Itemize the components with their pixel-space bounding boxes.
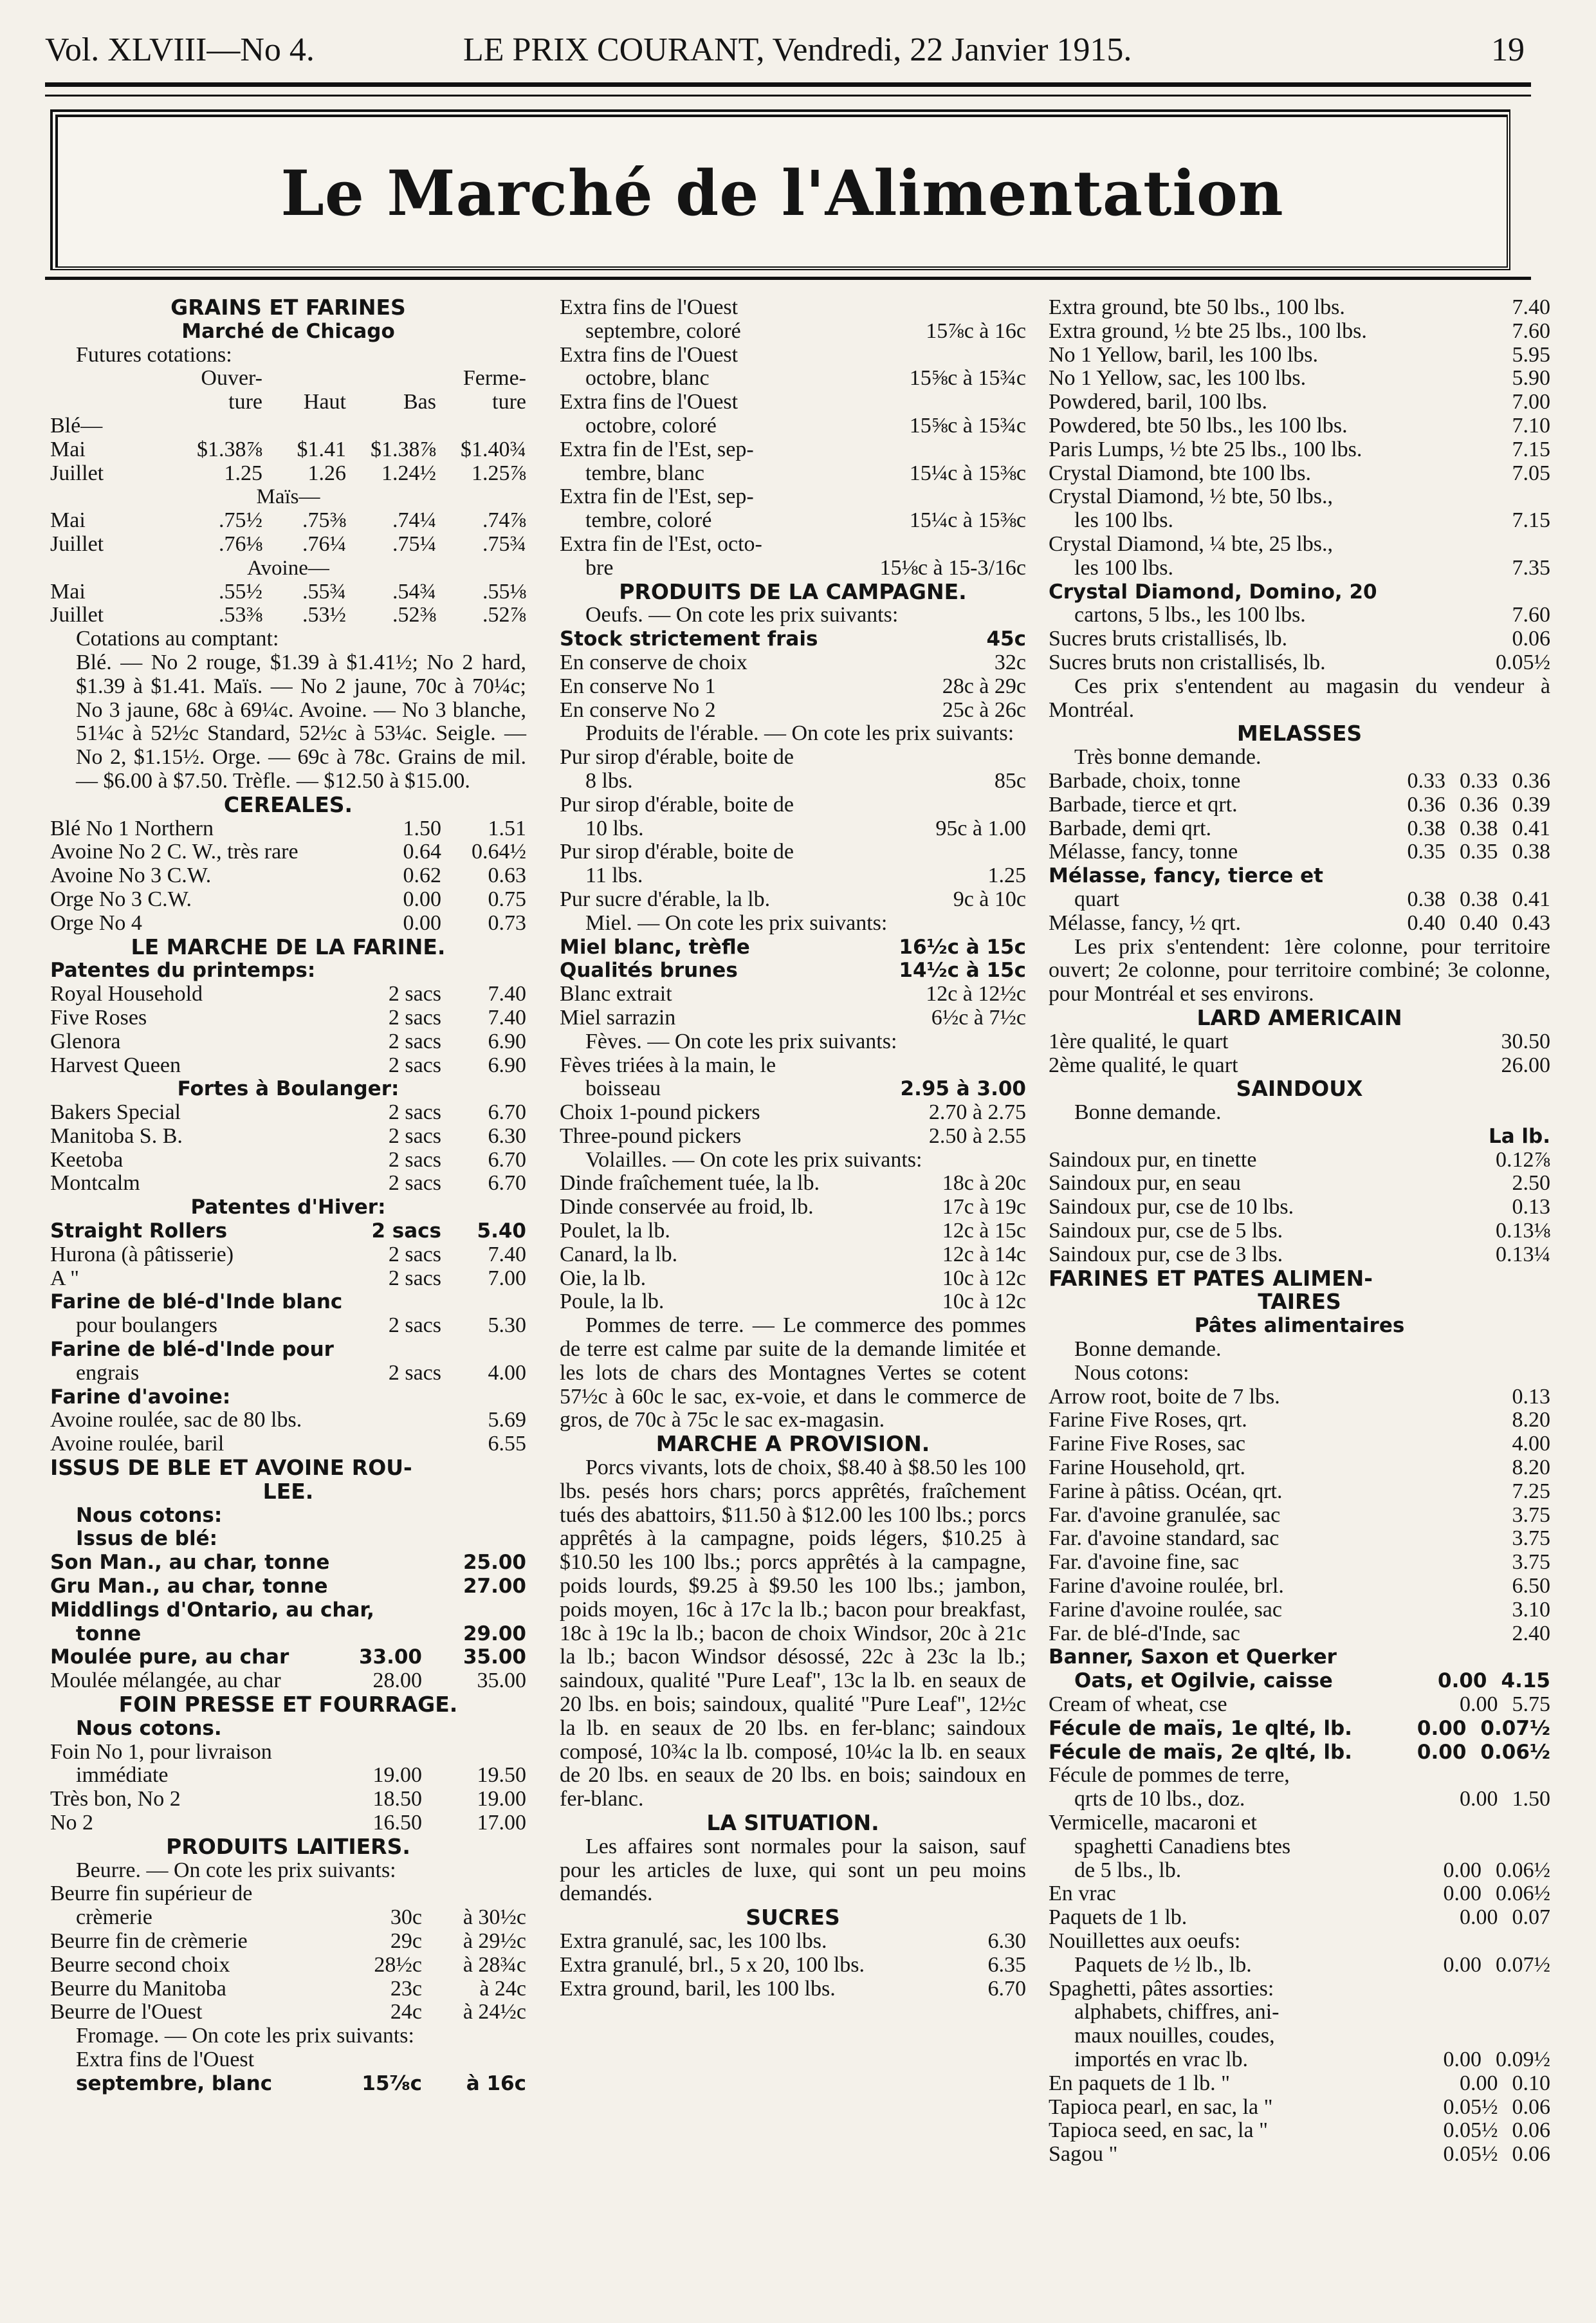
spaghetti-label: Spaghetti, pâtes assorties: bbox=[1049, 1976, 1274, 2001]
table-row: importés en vrac lb. 0.00 0.09½ bbox=[1074, 2047, 1550, 2071]
feves-intro: Fèves. — On cote les prix suivants: bbox=[585, 1029, 897, 1053]
vermicelle-label-2: spaghetti Canadiens btes bbox=[1074, 1834, 1291, 1858]
table-row: boisseau 2.95 à 3.00 bbox=[585, 1077, 1026, 1101]
table-row: Stock strictement frais 45c bbox=[560, 627, 1026, 651]
table-row: Paquets de ½ lb., lb. 0.00 0.07½ bbox=[1074, 1952, 1550, 1977]
table-row: pour boulangers 2 sacs 5.30 bbox=[76, 1313, 526, 1338]
table-row: Powdered, baril, 100 lbs. 7.00 bbox=[1049, 390, 1550, 414]
sub-fortes: Fortes à Boulanger: bbox=[177, 1077, 399, 1101]
banner-rule bbox=[45, 277, 1531, 280]
table-row: Powdered, bte 50 lbs., les 100 lbs. 7.10 bbox=[1049, 413, 1550, 438]
table-row: Arrow root, boite de 7 lbs. 0.13 bbox=[1049, 1384, 1550, 1409]
table-row: Extra ground, bte 50 lbs., 100 lbs. 7.40 bbox=[1049, 295, 1550, 319]
section-title-situation: LA SITUATION. bbox=[706, 1810, 879, 1835]
sub-farine-avoine: Farine d'avoine: bbox=[50, 1385, 231, 1409]
header-rule-thick bbox=[45, 82, 1531, 87]
table-row: Crystal Diamond, bte 100 lbs. 7.05 bbox=[1049, 461, 1550, 485]
table-row: Pur sucre d'érable, la lb. 9c à 10c bbox=[560, 887, 1026, 911]
table-row: Sagou " 0.05½ 0.06 bbox=[1049, 2142, 1550, 2167]
column-3 bbox=[1049, 296, 1550, 2167]
saindoux-demande: Bonne demande. bbox=[1074, 1100, 1222, 1125]
section-title-foin: FOIN PRESSE ET FOURRAGE. bbox=[118, 1692, 458, 1717]
table-row: En conserve No 2 25c à 26c bbox=[560, 698, 1026, 722]
table-row: qrts de 10 lbs., doz. 0.00 1.50 bbox=[1074, 1787, 1550, 1811]
table-row: Canard, la lb. 12c à 14c bbox=[560, 1242, 1026, 1266]
table-row: Moulée pure, au char 33.00 35.00 bbox=[50, 1645, 526, 1669]
saindoux-unit: La lb. bbox=[1488, 1124, 1550, 1148]
table-row: Pur sirop d'érable, boite de bbox=[560, 840, 794, 864]
table-row: Fécule de maïs, 1e qlté, lb. 0.00 0.07½ bbox=[1049, 1716, 1550, 1740]
section-title-grains: GRAINS ET FARINES bbox=[170, 295, 406, 320]
middlings-label: Middlings d'Ontario, au char, bbox=[50, 1598, 374, 1622]
section-title-farines-2: TAIRES bbox=[1258, 1289, 1341, 1315]
domino-label: Crystal Diamond, Domino, 20 bbox=[1049, 580, 1377, 604]
table-row: Moulée mélangée, au char 28.00 35.00 bbox=[50, 1669, 526, 1693]
table-row: Qualités brunes 14½c à 15c bbox=[560, 959, 1026, 983]
table-row: Tapioca seed, en sac, la " 0.05½ 0.06 bbox=[1049, 2118, 1550, 2143]
table-row: Farine à pâtiss. Océan, qrt. 7.25 bbox=[1049, 1479, 1550, 1503]
table-row: Gru Man., au char, tonne 27.00 bbox=[50, 1575, 526, 1598]
section-title-sucres: SUCRES bbox=[746, 1905, 840, 1930]
table-row: Beurre second choix 28½c à 28¾c bbox=[50, 1952, 526, 1977]
section-title-provision: MARCHE A PROVISION. bbox=[656, 1431, 930, 1457]
table-row: de 5 lbs., lb. 0.00 0.06½ bbox=[1074, 1858, 1550, 1882]
table-row: Juillet .76⅛ .76¼ .75¼ .75¾ bbox=[50, 532, 526, 556]
table-row: Straight Rollers 2 sacs 5.40 bbox=[50, 1219, 526, 1243]
miel-intro: Miel. — On cote les prix suivants: bbox=[585, 911, 888, 935]
provision-paragraph: Porcs vivants, lots de choix, $8.40 à $8.50 les 100 lbs. pesés hors chars; porcs apprêtés, fraîchement tués des abattoirs, $11.50 à $12.00 les 100 lbs.; porcs apprêtés à la campagne, poids légers, $10.25 à $10.50 les 100 lbs.; porcs apprêtés à la campagne, poids lourds, $9.25 à $9.50 les 100 lbs.; jambon, poids moyen, 16c à 17c la lb.; bacon pour breakfast, 18c à 19c la lb.; bacon de choix Windsor, 20c à 21c la lb.; bacon Windsor désossé, 22c à 23c la lb.; saindoux, qualité "Pure Leaf", 13c la lb. en seaux de 20 lbs. en bois; saindoux, qualité "Pure Leaf", 12½c la lb. en seaux de 20 lbs. en fer-blanc; saindoux composé, 10¾c la lb. composé, 10¼c la lb. en seaux de 20 lbs. en seaux de 20 lbs. en bois; saindoux en fer-blanc. bbox=[560, 1456, 1026, 1811]
erable-intro: Produits de l'érable. — On cote les prix suivants: bbox=[585, 721, 1014, 746]
table-row: Beurre de l'Ouest 24c à 24½c bbox=[50, 2000, 526, 2024]
table-row: Far. d'avoine fine, sac 3.75 bbox=[1049, 1550, 1550, 1575]
table-row: Extra fin de l'Est, sep- bbox=[560, 438, 754, 461]
table-row: Mélasse, fancy, tonne 0.35 0.35 0.38 bbox=[1049, 840, 1550, 864]
table-row: Farine Five Roses, qrt. 8.20 bbox=[1049, 1408, 1550, 1432]
table-row: Sucres bruts cristallisés, lb. 0.06 bbox=[1049, 627, 1550, 651]
table-row: les 100 lbs. 7.35 bbox=[1074, 555, 1550, 580]
table-row: tembre, coloré 15¼c à 15⅜c bbox=[585, 508, 1026, 533]
table-row: Miel sarrazin 6½c à 7½c bbox=[560, 1005, 1026, 1030]
foin-cotons: Nous cotons. bbox=[76, 1716, 222, 1740]
table-row: Extra fin de l'Est, sep- bbox=[560, 485, 754, 509]
table-row: Extra fins de l'Ouest bbox=[560, 391, 738, 414]
table-row: Paris Lumps, ½ bte 25 lbs., 100 lbs. 7.15 bbox=[1049, 437, 1550, 461]
column-1 bbox=[50, 296, 526, 2096]
table-row: Farine d'avoine roulée, sac 3.10 bbox=[1049, 1597, 1550, 1622]
section-title-saindoux: SAINDOUX bbox=[1236, 1076, 1363, 1102]
table-row: tembre, blanc 15¼c à 15⅜c bbox=[585, 461, 1026, 485]
banner-oats-label: Banner, Saxon et Querker bbox=[1049, 1645, 1337, 1669]
table-row: Pur sirop d'érable, boite de bbox=[560, 746, 794, 770]
section-title-issus: ISSUS DE BLE ET AVOINE ROU- bbox=[50, 1455, 412, 1481]
table-row: No 1 Yellow, baril, les 100 lbs. 5.95 bbox=[1049, 342, 1550, 367]
section-title-laitiers: PRODUITS LAITIERS. bbox=[166, 1833, 410, 1859]
page-header bbox=[45, 31, 1525, 76]
table-row: No 2 16.50 17.00 bbox=[50, 1811, 526, 1835]
table-row: Harvest Queen 2 sacs 6.90 bbox=[50, 1053, 526, 1077]
table-row: Crystal Diamond, ¼ bte, 25 lbs., bbox=[1049, 532, 1333, 556]
table-row: Juillet 1.25 1.26 1.24½ 1.25⅞ bbox=[50, 461, 526, 485]
table-row: Montcalm 2 sacs 6.70 bbox=[50, 1171, 526, 1196]
table-row: Tapioca pearl, en sac, la " 0.05½ 0.06 bbox=[1049, 2095, 1550, 2119]
table-row: 8 lbs. 85c bbox=[585, 768, 1026, 793]
table-row: Avoine roulée, baril 6.55 bbox=[50, 1432, 526, 1456]
table-row: Five Roses 2 sacs 7.40 bbox=[50, 1005, 526, 1030]
table-row: Blé No 1 Northern 1.50 1.51 bbox=[50, 816, 526, 840]
table-row: quart 0.38 0.38 0.41 bbox=[1074, 887, 1550, 911]
table-row: Mai .75½ .75⅜ .74¼ .74⅞ bbox=[50, 508, 526, 533]
volume-label: Vol. XLVIII—No 4. bbox=[45, 32, 315, 68]
table-row: Juillet .53⅜ .53½ .52⅜ .52⅞ bbox=[50, 603, 526, 627]
table-row: immédiate 19.00 19.50 bbox=[76, 1763, 526, 1788]
spaghetti-label-3: maux nouilles, coudes, bbox=[1074, 2024, 1275, 2048]
pates-cotons: Nous cotons: bbox=[1074, 1360, 1189, 1385]
table-row: En conserve No 1 28c à 29c bbox=[560, 674, 1026, 698]
table-row: Manitoba S. B. 2 sacs 6.30 bbox=[50, 1124, 526, 1148]
section-title-lard: LARD AMERICAIN bbox=[1197, 1004, 1402, 1030]
fromage-intro: Fromage. — On cote les prix suivants: bbox=[76, 2024, 414, 2048]
table-row: Poule, la lb. 10c à 12c bbox=[560, 1290, 1026, 1314]
table-row: Dinde conservée au froid, lb. 17c à 19c bbox=[560, 1195, 1026, 1219]
fromage-label: Extra fins de l'Ouest bbox=[76, 2047, 255, 2071]
table-row: Three-pound pickers 2.50 à 2.55 bbox=[560, 1124, 1026, 1148]
table-row: Extra fins de l'Ouest bbox=[560, 296, 738, 319]
feves-label: Fèves triées à la main, le bbox=[560, 1053, 776, 1077]
foin-label: Foin No 1, pour livraison bbox=[50, 1739, 272, 1764]
table-row: Crystal Diamond, ½ bte, 50 lbs., bbox=[1049, 485, 1333, 509]
situation-paragraph: Les affaires sont normales pour la saison, sauf pour les articles de luxe, qui sont un peu moins demandés. bbox=[560, 1834, 1026, 1906]
table-row: tonne 29.00 bbox=[76, 1622, 526, 1645]
section-title-farines: FARINES ET PATES ALIMEN- bbox=[1049, 1265, 1373, 1291]
table-row: Saindoux pur, cse de 3 lbs. 0.13¼ bbox=[1049, 1242, 1550, 1266]
table-row: Cream of wheat, cse 0.00 5.75 bbox=[1049, 1692, 1550, 1717]
table-row: 11 lbs. 1.25 bbox=[585, 864, 1026, 888]
table-row: Saindoux pur, en seau 2.50 bbox=[1049, 1171, 1550, 1196]
table-row: No 1 Yellow, sac, les 100 lbs. 5.90 bbox=[1049, 366, 1550, 391]
table-row: Far. d'avoine standard, sac 3.75 bbox=[1049, 1526, 1550, 1551]
table-row: Mai .55½ .55¾ .54¾ .55⅛ bbox=[50, 579, 526, 604]
melasses-demande: Très bonne demande. bbox=[1074, 745, 1261, 770]
table-row: En vrac 0.00 0.06½ bbox=[1049, 1882, 1550, 1906]
page-number: 19 bbox=[1491, 32, 1525, 68]
issus-ble: Issus de blé: bbox=[76, 1527, 217, 1551]
table-row: Fécule de maïs, 2e qlté, lb. 0.00 0.06½ bbox=[1049, 1740, 1550, 1764]
section-title-melasses: MELASSES bbox=[1236, 721, 1362, 746]
avoine-label: Avoine— bbox=[247, 556, 329, 580]
table-row: Son Man., au char, tonne 25.00 bbox=[50, 1551, 526, 1575]
sub-pates: Pâtes alimentaires bbox=[1194, 1314, 1405, 1338]
table-row: En conserve de choix 32c bbox=[560, 650, 1026, 674]
table-row: Extra granulé, brl., 5 x 20, 100 lbs. 6.35 bbox=[560, 1952, 1026, 1977]
beurre-intro: Beurre. — On cote les prix suivants: bbox=[76, 1858, 396, 1882]
header-rule-thin bbox=[45, 95, 1531, 97]
table-row: Dinde fraîchement tuée, la lb. 18c à 20c bbox=[560, 1171, 1026, 1196]
table-row: Oie, la lb. 10c à 12c bbox=[560, 1266, 1026, 1290]
table-row: Barbade, choix, tonne 0.33 0.33 0.36 bbox=[1049, 768, 1550, 793]
futures-head-1: Ouver- Ferme- bbox=[201, 366, 526, 391]
table-row: septembre, blanc 15⅞c à 16c bbox=[76, 2071, 526, 2095]
sub-bleinde-engrais: Farine de blé-d'Inde pour bbox=[50, 1338, 334, 1362]
melasses-note: Les prix s'entendent: 1ère colonne, pour territoire ouvert; 2e colonne, pour territoire combiné; 3e colonne, pour Montréal et ses environs. bbox=[1049, 934, 1550, 1006]
table-row: Avoine No 3 C.W. 0.62 0.63 bbox=[50, 864, 526, 888]
table-row: Far. de blé-d'Inde, sac 2.40 bbox=[1049, 1621, 1550, 1645]
table-row: Glenora 2 sacs 6.90 bbox=[50, 1029, 526, 1053]
table-row: Hurona (à pâtisserie) 2 sacs 7.40 bbox=[50, 1242, 526, 1266]
publication-line: LE PRIX COURANT, Vendredi, 22 Janvier 1915. bbox=[463, 32, 1132, 68]
table-row: En paquets de 1 lb. " 0.00 0.10 bbox=[1049, 2071, 1550, 2095]
pommes-paragraph: Pommes de terre. — Le commerce des pommes de terre est calme par suite de la demande limitée et les lots de chars des Montagnes Vertes se cotent 57½c à 60c le sac, ex-voie, et dans le commerce de gros, de 70c à 75c le sac ex-magasin. bbox=[560, 1313, 1026, 1432]
table-row: 10 lbs. 95c à 1.00 bbox=[585, 816, 1026, 840]
table-row: Royal Household 2 sacs 7.40 bbox=[50, 982, 526, 1006]
table-row: cartons, 5 lbs., les 100 lbs. 7.60 bbox=[1074, 603, 1550, 627]
table-row: Sucres bruts non cristallisés, lb. 0.05½ bbox=[1049, 650, 1550, 674]
spaghetti-label-2: alphabets, chiffres, ani- bbox=[1074, 2000, 1280, 2024]
section-title-cereales: CEREALES. bbox=[223, 791, 353, 817]
table-row: Choix 1-pound pickers 2.70 à 2.75 bbox=[560, 1100, 1026, 1125]
pates-demande: Bonne demande. bbox=[1074, 1337, 1222, 1362]
table-row: Très bon, No 2 18.50 19.00 bbox=[50, 1787, 526, 1811]
table-row: Orge No 4 0.00 0.73 bbox=[50, 911, 526, 935]
table-row: engrais 2 sacs 4.00 bbox=[76, 1360, 526, 1385]
table-row: crèmerie 30c à 30½c bbox=[76, 1905, 526, 1930]
table-row: Far. d'avoine granulée, sac 3.75 bbox=[1049, 1503, 1550, 1527]
table-row: septembre, coloré 15⅞c à 16c bbox=[585, 319, 1026, 343]
comptant-paragraph: Blé. — No 2 rouge, $1.39 à $1.41½; No 2 hard, $1.39 à $1.41. Maïs. — No 2 jaune, 70c à 70¼c; No 3 jaune, 68c à 69¼c. Avoine. — No 3 blanche, 51¼c à 52½c Standard, 52½c à 53¼c. Seigle. — No 2, $1.15½. Orge. — 69c à 78c. Grains de mil. — $6.00 à $7.50. Trèfle. — $12.50 à $15.00. bbox=[76, 650, 526, 793]
cotations-label: Cotations au comptant: bbox=[76, 627, 279, 651]
table-row: A " 2 sacs 7.00 bbox=[50, 1266, 526, 1290]
table-row: Poulet, la lb. 12c à 15c bbox=[560, 1219, 1026, 1243]
table-row: Pur sirop d'érable, boite de bbox=[560, 793, 794, 817]
table-row: octobre, coloré 15⅝c à 15¾c bbox=[585, 413, 1026, 438]
vermicelle-label: Vermicelle, macaroni et bbox=[1049, 1811, 1257, 1835]
sub-printemps: Patentes du printemps: bbox=[50, 959, 316, 983]
table-row: Avoine roulée, sac de 80 lbs. 5.69 bbox=[50, 1408, 526, 1432]
table-row: Miel blanc, trèfle 16½c à 15c bbox=[560, 935, 1026, 959]
sub-bleinde-boul: Farine de blé-d'Inde blanc bbox=[50, 1290, 343, 1314]
table-row: Extra ground, baril, les 100 lbs. 6.70 bbox=[560, 1976, 1026, 2001]
table-row: 1ère qualité, le quart 30.50 bbox=[1049, 1029, 1550, 1053]
table-row: Extra granulé, sac, les 100 lbs. 6.30 bbox=[560, 1929, 1026, 1953]
table-row: Blanc extrait 12c à 12½c bbox=[560, 982, 1026, 1006]
table-row: Farine d'avoine roulée, brl. 6.50 bbox=[1049, 1574, 1550, 1598]
table-row: octobre, blanc 15⅝c à 15¾c bbox=[585, 366, 1026, 391]
table-row: Barbade, tierce et qrt. 0.36 0.36 0.39 bbox=[1049, 792, 1550, 817]
table-row: Barbade, demi qrt. 0.38 0.38 0.41 bbox=[1049, 816, 1550, 840]
table-row: Saindoux pur, cse de 10 lbs. 0.13 bbox=[1049, 1195, 1550, 1219]
table-row: Avoine No 2 C. W., très rare 0.64 0.64½ bbox=[50, 840, 526, 864]
banner-title: Le Marché de l'Alimentation bbox=[280, 157, 1284, 230]
table-row: Paquets de 1 lb. 0.00 0.07 bbox=[1049, 1905, 1550, 1930]
table-row: Saindoux pur, en tinette 0.12⅞ bbox=[1049, 1147, 1550, 1172]
table-row: Oats, et Ogilvie, caisse 0.00 4.15 bbox=[1074, 1669, 1550, 1693]
table-row: bre 15⅛c à 15-3/16c bbox=[585, 555, 1026, 580]
sucres-note: Ces prix s'entendent au magasin du vendeur à Montréal. bbox=[1049, 674, 1550, 722]
fecule-pdt-label: Fécule de pommes de terre, bbox=[1049, 1763, 1290, 1788]
volailles-intro: Volailles. — On cote les prix suivants: bbox=[585, 1147, 922, 1172]
table-row: Extra fin de l'Est, octo- bbox=[560, 532, 762, 556]
mais-label: Maïs— bbox=[256, 485, 320, 509]
sub-hiver: Patentes d'Hiver: bbox=[190, 1196, 386, 1219]
oeufs-intro: Oeufs. — On cote les prix suivants: bbox=[585, 603, 899, 627]
table-row: Beurre fin de crèmerie 29c à 29½c bbox=[50, 1929, 526, 1953]
table-row: Mélasse, fancy, ½ qrt. 0.40 0.40 0.43 bbox=[1049, 911, 1550, 935]
melasse-tierce-label: Mélasse, fancy, tierce et bbox=[1049, 864, 1323, 888]
table-row: Extra ground, ½ bte 25 lbs., 100 lbs. 7.60 bbox=[1049, 319, 1550, 343]
futures-head-2: ture Haut Bas ture bbox=[228, 390, 526, 414]
futures-label: Futures cotations: bbox=[76, 342, 232, 367]
nous-cotons: Nous cotons: bbox=[76, 1503, 223, 1527]
table-row: Keetoba 2 sacs 6.70 bbox=[50, 1147, 526, 1172]
ble-label: Blé— bbox=[50, 413, 103, 438]
table-row: 2ème qualité, le quart 26.00 bbox=[1049, 1053, 1550, 1077]
table-row: Farine Household, qrt. 8.20 bbox=[1049, 1456, 1550, 1480]
subsection-chicago: Marché de Chicago bbox=[181, 319, 395, 343]
table-row: Extra fins de l'Ouest bbox=[560, 343, 738, 367]
beurre-label: Beurre fin supérieur de bbox=[50, 1882, 253, 1906]
table-row: les 100 lbs. 7.15 bbox=[1074, 508, 1550, 533]
nouillettes-label: Nouillettes aux oeufs: bbox=[1049, 1929, 1241, 1953]
table-row: Farine Five Roses, sac 4.00 bbox=[1049, 1432, 1550, 1456]
table-row: Beurre du Manitoba 23c à 24c bbox=[50, 1976, 526, 2001]
table-row: Orge No 3 C.W. 0.00 0.75 bbox=[50, 887, 526, 911]
table-row: Mai $1.38⅞ $1.41 $1.38⅞ $1.40¾ bbox=[50, 437, 526, 461]
section-banner bbox=[50, 109, 1510, 270]
section-title-campagne: PRODUITS DE LA CAMPAGNE. bbox=[619, 578, 967, 604]
column-2 bbox=[560, 296, 1026, 2001]
table-row: Saindoux pur, cse de 5 lbs. 0.13⅛ bbox=[1049, 1219, 1550, 1243]
section-title-farine: LE MARCHE DE LA FARINE. bbox=[131, 934, 446, 959]
section-title-issus-2: LEE. bbox=[262, 1478, 314, 1504]
table-row: Bakers Special 2 sacs 6.70 bbox=[50, 1100, 526, 1125]
